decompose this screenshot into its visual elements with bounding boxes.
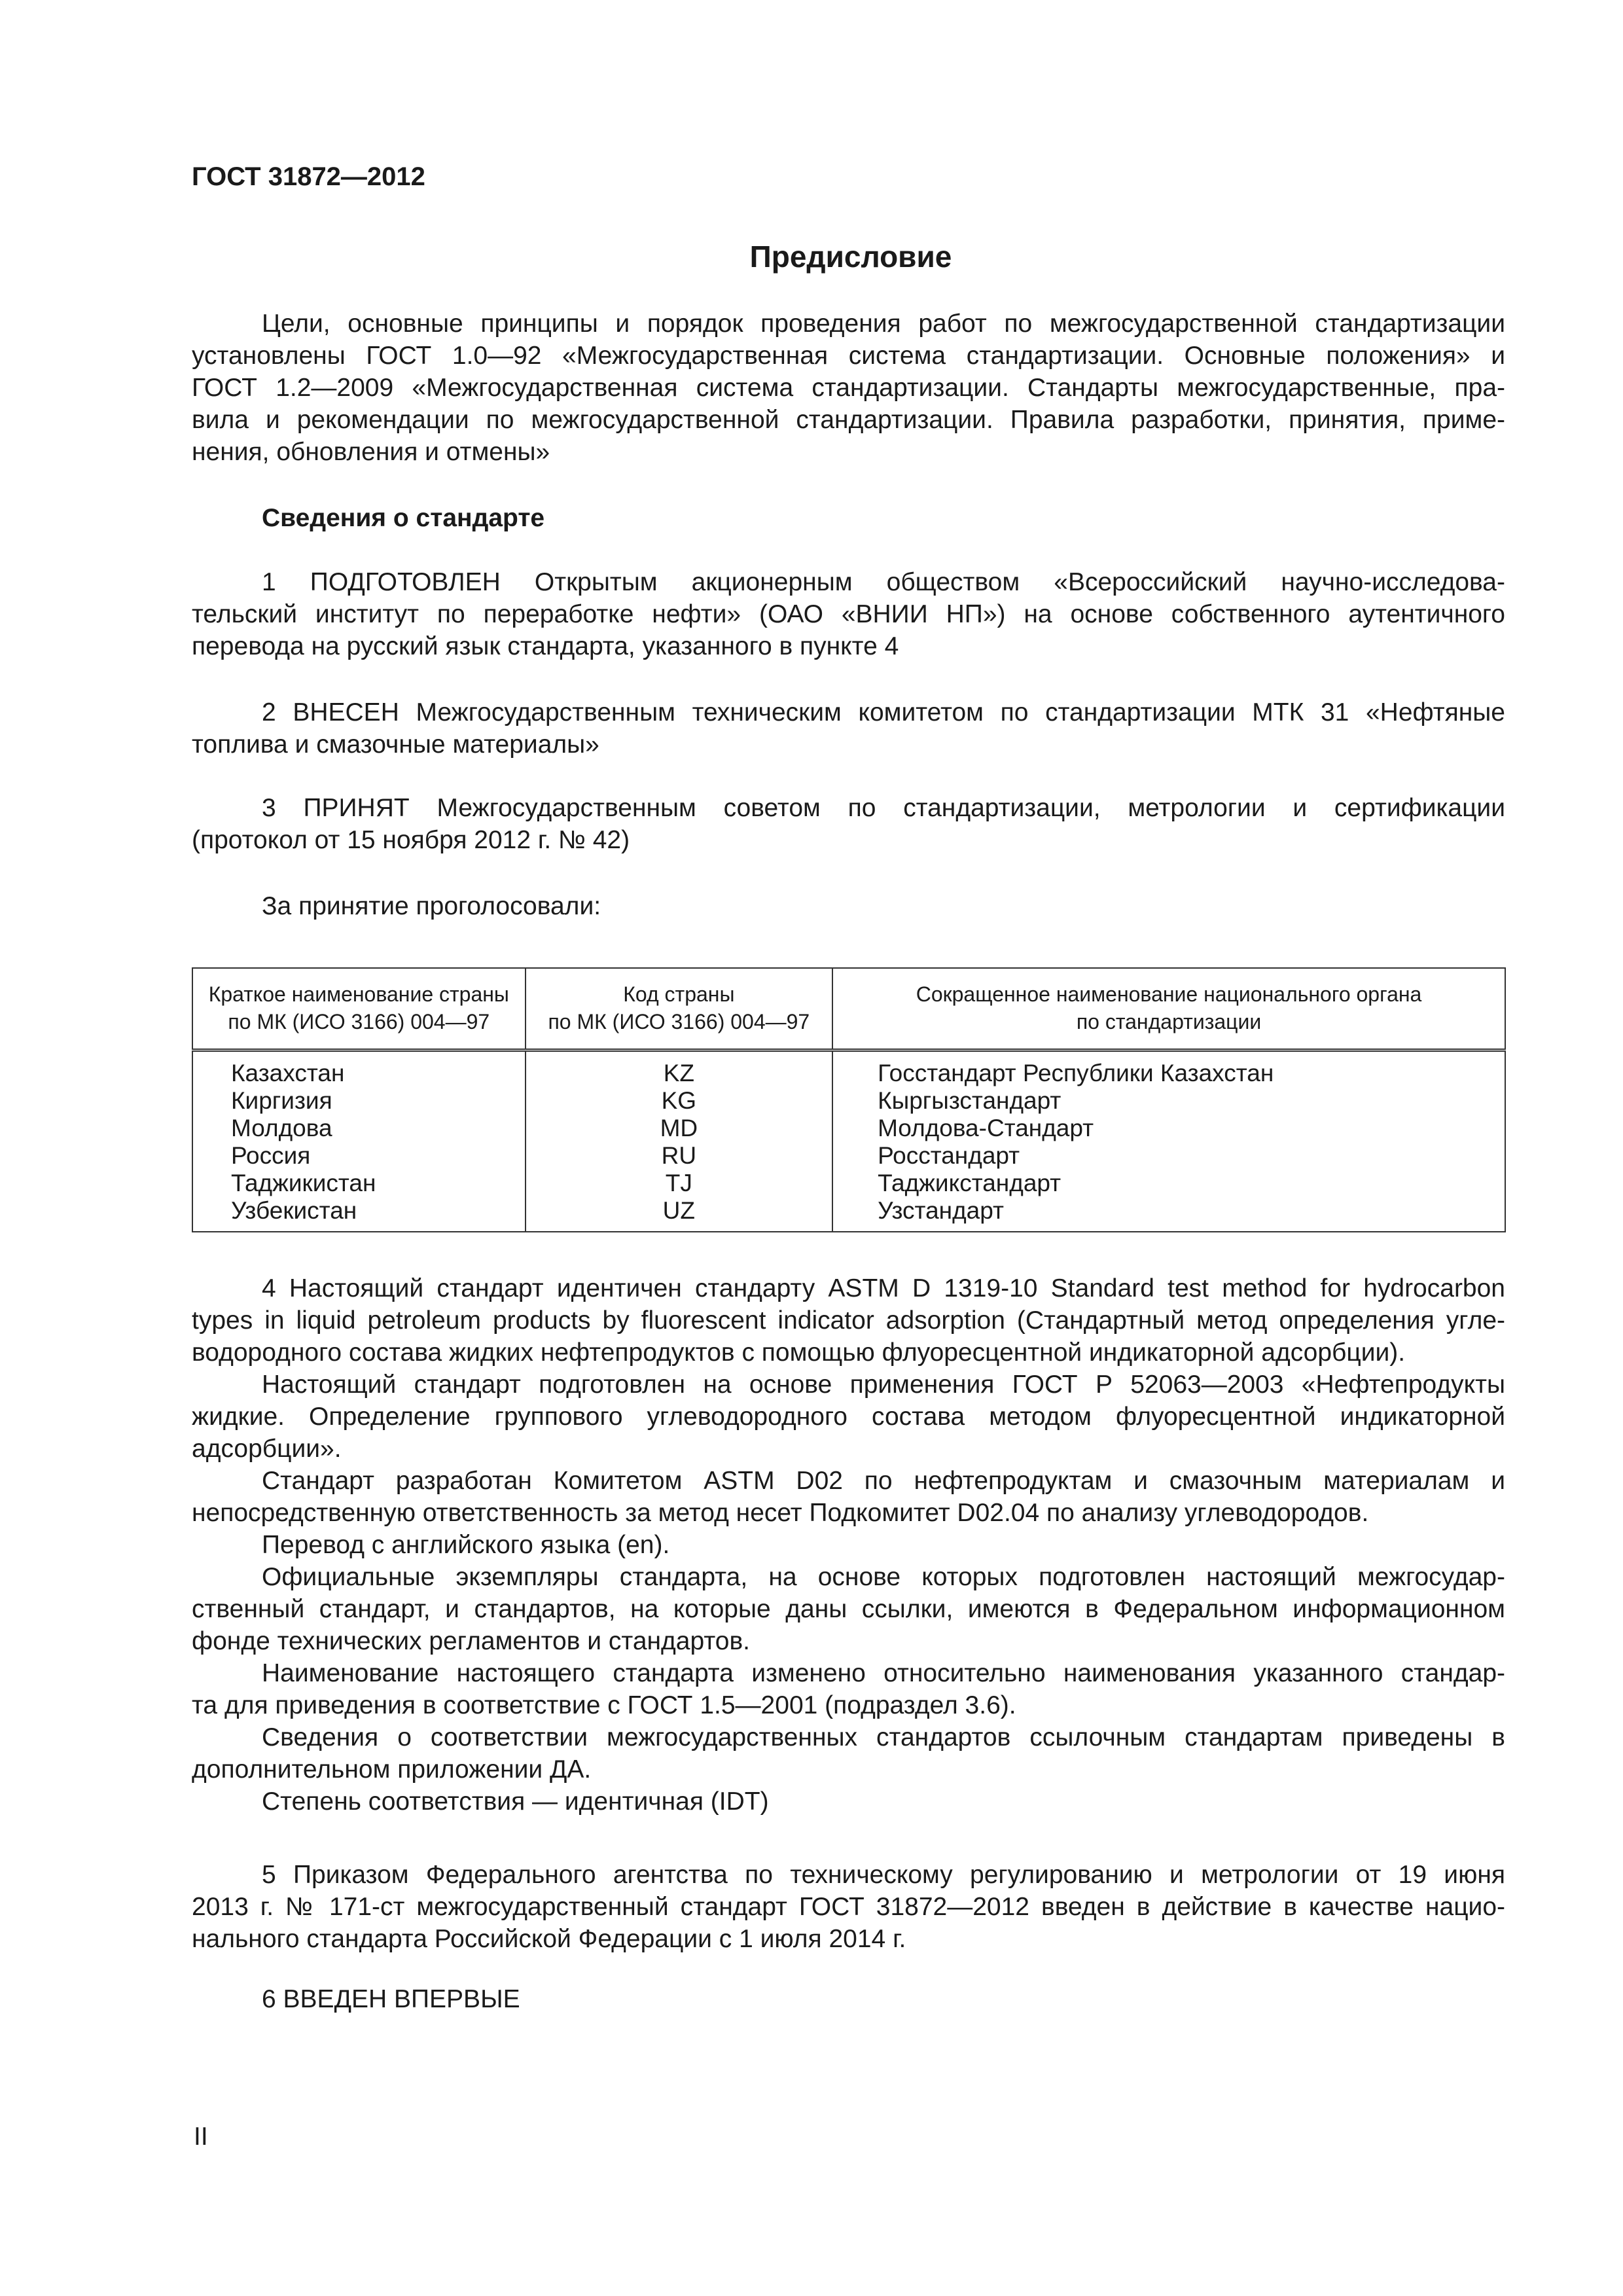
- table-row: [192, 1087, 1505, 1115]
- text-line: нального стандарта Российской Федерации с 1 июля 2014 г.: [192, 1925, 906, 1953]
- text-line: Сведения о соответствии межгосударственных стандартов ссылочным стандартам приведены в: [262, 1723, 1505, 1751]
- text-line: нения, обновления и отмены»: [192, 438, 550, 466]
- item-1-paragraph: [192, 566, 1505, 662]
- text-line: та для приведения в соответствие с ГОСТ 1.5—2001 (подраздел 3.6).: [192, 1691, 1016, 1719]
- code-cell: KG: [526, 1087, 832, 1115]
- code-cell: UZ: [526, 1197, 832, 1232]
- text-line: types in liquid petroleum products by fluorescent indicator adsorption (Стандартный метод определения угле-: [192, 1306, 1505, 1335]
- code-cell: MD: [526, 1115, 832, 1142]
- country-cell: Узбекистан: [192, 1197, 526, 1232]
- text-line: непосредственную ответственность за метод несет Подкомитет D02.04 по анализу углеводородов.: [192, 1499, 1369, 1527]
- text-line: вила и рекомендации по межгосударственной стандартизации. Правила разработки, принятия, приме-: [192, 406, 1505, 434]
- text-line: адсорбции».: [192, 1435, 342, 1463]
- body-cell: Таджикстандарт: [832, 1170, 1505, 1197]
- text-line: Цели, основные принципы и порядок проведения работ по межгосударственной стандартизации: [262, 310, 1505, 338]
- table-header-row: [192, 968, 1505, 1050]
- text-line: 5 Приказом Федерального агентства по техническому регулированию и метрологии от 19 июня: [262, 1861, 1505, 1889]
- voting-countries-table: [192, 967, 1506, 1232]
- table-row: [192, 1115, 1505, 1142]
- text-line: Стандарт разработан Комитетом ASTM D02 по нефтепродуктам и смазочным материалам и: [262, 1467, 1505, 1495]
- body-cell: Росстандарт: [832, 1142, 1505, 1170]
- text-line: 2013 г. № 171-ст межгосударственный стандарт ГОСТ 31872—2012 введен в действие в качестве нацио-: [192, 1893, 1505, 1921]
- text-line: 4 Настоящий стандарт идентичен стандарту ASTM D 1319-10 Standard test method for hydrocarbon: [262, 1274, 1505, 1302]
- body-cell: Узстандарт: [832, 1197, 1505, 1232]
- column-header-body: Сокращенное наименование национального органа по стандартизации: [832, 968, 1505, 1050]
- text-line: перевода на русский язык стандарта, указанного в пункте 4: [192, 632, 899, 660]
- table-row: [192, 1050, 1505, 1088]
- body-cell: Кыргызстандарт: [832, 1087, 1505, 1115]
- country-cell: Таджикистан: [192, 1170, 526, 1197]
- country-cell: Россия: [192, 1142, 526, 1170]
- text-line: установлены ГОСТ 1.0—92 «Межгосударственная система стандартизации. Основные положения» и: [192, 342, 1505, 370]
- page-title: Предисловие: [749, 240, 952, 274]
- code-cell: RU: [526, 1142, 832, 1170]
- text-line: (протокол от 15 ноября 2012 г. № 42): [192, 826, 630, 854]
- item-5-paragraph: [192, 1859, 1505, 1955]
- text-line: дополнительном приложении ДА.: [192, 1755, 592, 1784]
- column-header-country: Краткое наименование страны по МК (ИСО 3166) 004—97: [192, 968, 526, 1050]
- text-line: жидкие. Определение группового углеводородного состава методом флуоресцентной индикаторной: [192, 1403, 1505, 1431]
- item-6-paragraph: 6 ВВЕДЕН ВПЕРВЫЕ: [262, 1985, 520, 2013]
- country-cell: Молдова: [192, 1115, 526, 1142]
- text-line: Степень соответствия — идентичная (IDT): [262, 1787, 769, 1816]
- text-line: 2 ВНЕСЕН Межгосударственным техническим комитетом по стандартизации МТК 31 «Нефтяные: [262, 698, 1505, 726]
- text-line: Наименование настоящего стандарта изменено относительно наименования указанного стандар-: [262, 1659, 1505, 1687]
- text-line: ственный стандарт, и стандартов, на которые даны ссылки, имеются в Федеральном информационном: [192, 1595, 1505, 1623]
- intro-paragraph: [192, 308, 1505, 468]
- body-cell: Госстандарт Республики Казахстан: [832, 1050, 1505, 1088]
- code-cell: KZ: [526, 1050, 832, 1088]
- section-subtitle: Сведения о стандарте: [262, 504, 545, 532]
- text-line: фонде технических регламентов и стандартов.: [192, 1627, 750, 1655]
- table-row: [192, 1170, 1505, 1197]
- text-line: Официальные экземпляры стандарта, на основе которых подготовлен настоящий межгосудар-: [262, 1563, 1505, 1591]
- table-row: [192, 1142, 1505, 1170]
- country-cell: Казахстан: [192, 1050, 526, 1088]
- country-cell: Киргизия: [192, 1087, 526, 1115]
- page-number: II: [194, 2123, 208, 2151]
- document-header: ГОСТ 31872—2012: [192, 162, 425, 191]
- table-row: [192, 1197, 1505, 1232]
- text-line: водородного состава жидких нефтепродуктов с помощью флуоресцентной индикаторной адсорбции).: [192, 1338, 1406, 1367]
- body-cell: Молдова-Стандарт: [832, 1115, 1505, 1142]
- item-2-paragraph: [192, 696, 1505, 761]
- text-line: ГОСТ 1.2—2009 «Межгосударственная система стандартизации. Стандарты межгосударственные, пра-: [192, 374, 1505, 402]
- text-line: 1 ПОДГОТОВЛЕН Открытым акционерным обществом «Всероссийский научно-исследова-: [262, 568, 1505, 596]
- text-line: тельский институт по переработке нефти» (ОАО «ВНИИ НП») на основе собственного аутентичного: [192, 600, 1505, 628]
- text-line: топлива и смазочные материалы»: [192, 730, 599, 759]
- voted-label: За принятие проголосовали:: [262, 892, 601, 920]
- text-line: 3 ПРИНЯТ Межгосударственным советом по стандартизации, метрологии и сертификации: [262, 794, 1505, 822]
- item-3-paragraph: [192, 792, 1505, 856]
- item-4-section: [192, 1272, 1505, 1818]
- code-cell: TJ: [526, 1170, 832, 1197]
- text-line: Настоящий стандарт подготовлен на основе применения ГОСТ Р 52063—2003 «Нефтепродукты: [262, 1371, 1505, 1399]
- column-header-code: Код страны по МК (ИСО 3166) 004—97: [526, 968, 832, 1050]
- text-line: Перевод с английского языка (en).: [262, 1531, 670, 1559]
